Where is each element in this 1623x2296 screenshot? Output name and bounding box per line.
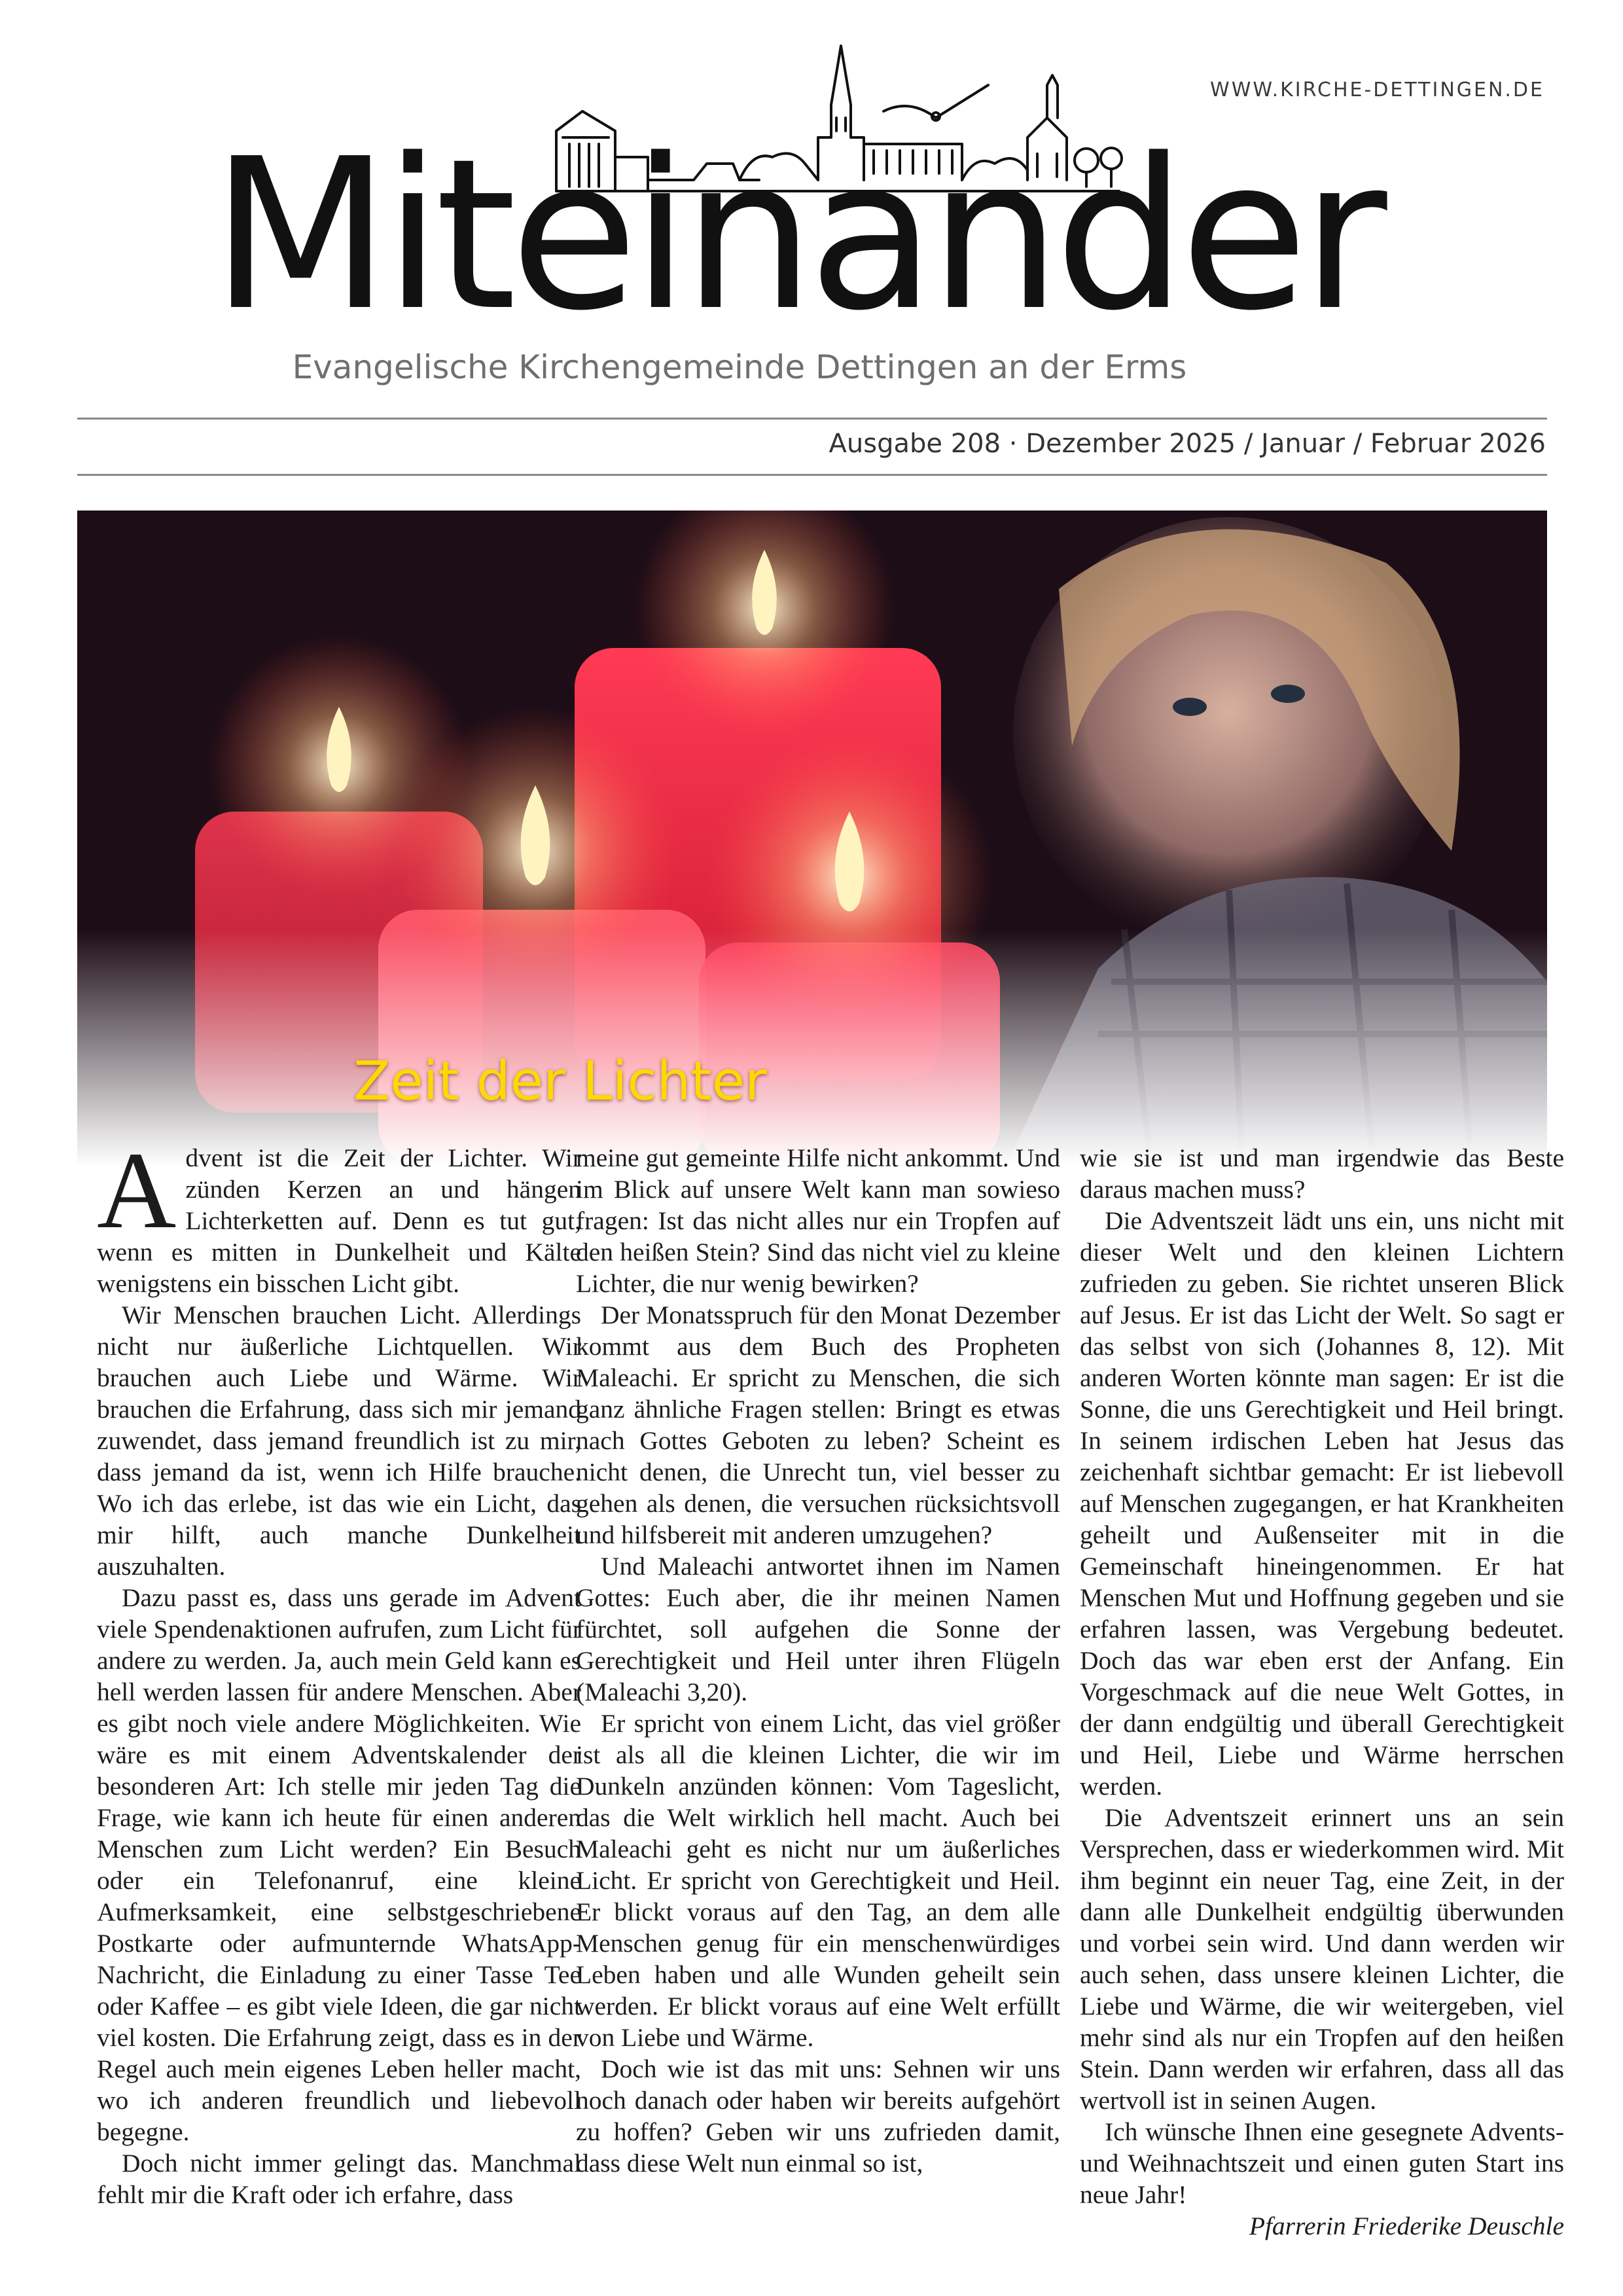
paragraph: Die Adventszeit erinnert uns an sein Versprechen, dass er wiederkommen wird. Mit ihm beginnt ein neuer Tag, eine Zeit, in der dann alle Dunkelheit endgültig überwunden und vorbei sein wird. Und dann werden wir auch sehen, dass unsere kleinen Lichter, die Liebe und Wärme, die wir weitergeben, viel mehr sind als nur ein Tropfen auf den heißen Stein. Dann werden wir erfahren, dass all das wertvoll ist in seinen Augen. <box>1080 1803 1564 2115</box>
paragraph: Die Adventszeit lädt uns ein, uns nicht mit dieser Welt und den kleinen Lichtern zufrieden zu geben. Sie richtet unseren Blick auf Jesus. Er ist das Licht der Welt. So sagt er das selbst von sich (Johannes 8, 12). Mit anderen Worten könnte man sagen: Er ist die Sonne, die uns Gerechtigkeit und Heil bringt. In seinem irdischen Leben hat Jesus das zeichenhaft sichtbar gemacht: Er ist liebevoll auf Menschen zugegangen, er hat Krankheiten geheilt und Außenseiter mit in die Gemeinschaft hineingenommen. Er hat Menschen Mut und Hoffnung gegeben und sie erfahren lassen, was Vergebung bedeutet. Doch das war eben erst der Anfang. Ein Vorgeschmack auf die neue Welt Gottes, in der dann endgültig und überall Gerechtigkeit und Heil, Liebe und Wärme herrschen werden. <box>1080 1206 1564 1801</box>
paragraph: Ich wünsche Ihnen eine gesegnete Advents- und Weihnachtszeit und einen guten Start ins neue Jahr! <box>1080 2117 1564 2209</box>
issue-info: Ausgabe 208 · Dezember 2025 / Januar / Februar 2026 <box>829 429 1546 459</box>
header-rule-bottom <box>77 474 1547 476</box>
paragraph-text: dvent ist die Zeit der Lichter. Wir zünden Kerzen an und hängen Lichterketten auf. Denn es tut gut, wenn es mitten in Dunkelheit und Kälte wenigstens ein bisschen Licht gibt. <box>97 1143 581 1298</box>
paragraph: Doch nicht immer gelingt das. Manchmal fehlt mir die Kraft oder ich erfahre, dass <box>97 2149 581 2209</box>
masthead-title: Miteinander <box>211 114 1381 356</box>
paragraph: wie sie ist und man irgendwie das Beste daraus machen muss? <box>1080 1143 1564 1204</box>
header-rule-top <box>77 418 1547 420</box>
paragraph: Er spricht von einem Licht, das viel größer ist als all die kleinen Lichter, die wir im Dunkeln anzünden können: Vom Tageslicht, das die Welt wirklich hell macht. Auch bei Maleachi geht es nicht nur um äußerliches Licht. Er spricht von Gerechtigkeit und Heil. Er blickt voraus auf den Tag, an dem alle Menschen genug für ein menschenwürdiges Leben haben und alle Wunden geheilt sein werden. Er blickt voraus auf eine Welt erfüllt von Liebe und Wärme. <box>576 1709 1060 2052</box>
article-column-2 <box>576 1142 1060 2242</box>
paragraph: Der Monatsspruch für den Monat Dezember kommt aus dem Buch des Propheten Maleachi. Er spricht zu Menschen, die sich ganz ähnliche Fragen stellen: Bringt es etwas nach Gottes Geboten zu leben? Scheint es nicht denen, die Unrecht tun, viel besser zu gehen als denen, die versuchen rücksichtsvoll und hilfsbereit mit anderen umzugehen? <box>576 1300 1060 1549</box>
paragraph: Wir Menschen brauchen Licht. Allerdings nicht nur äußerliche Lichtquellen. Wir brauchen auch Liebe und Wärme. Wir brauchen die Erfahrung, dass sich mir jemand zuwendet, dass jemand freundlich ist zu mir, dass jemand da ist, wenn ich Hilfe brauche. Wo ich das erlebe, ist das wie ein Licht, das mir hilft, auch manche Dunkelheit auszuhalten. <box>97 1300 581 1581</box>
article-column-1 <box>97 1130 581 2242</box>
paragraph <box>97 1130 581 1299</box>
signature: Pfarrerin Friederike Deuschle <box>1249 2212 1564 2240</box>
article-column-3 <box>1080 1142 1564 2242</box>
paragraph: Dazu passt es, dass uns gerade im Advent viele Spendenaktionen aufrufen, zum Licht für andere zu werden. Ja, auch mein Geld kann es hell werden lassen für andere Menschen. Aber es gibt noch viele andere Möglichkeiten. Wie wäre es mit einem Adventskalender der besonderen Art: Ich stelle mir jeden Tag die Frage, wie kann ich heute für einen anderen Menschen zum Licht werden? Ein Besuch oder ein Telefonanruf, eine kleine Aufmerksamkeit, eine selbstgeschriebene Postkarte oder aufmunternde WhatsApp-Nachricht, die Einladung zu einer Tasse Tee oder Kaffee – es gibt viele Ideen, die gar nicht viel kosten. Die Erfahrung zeigt, dass es in der Regel auch mein eigenes Leben heller macht, wo ich anderen freundlich und liebevoll begegne. <box>97 1583 581 2146</box>
site-url[interactable]: WWW.KIRCHE-DETTINGEN.DE <box>1210 79 1544 101</box>
masthead-subtitle: Evangelische Kirchengemeinde Dettingen an der Erms <box>292 348 1187 386</box>
article-title: Zeit der Lichter <box>353 1050 767 1113</box>
paragraph: Und Maleachi antwortet ihnen im Namen Gottes: Euch aber, die ihr meinen Namen fürchtet, soll aufgehen die Sonne der Gerechtigkeit und Heil unter ihren Flügeln (Maleachi 3,20). <box>576 1552 1060 1706</box>
drop-cap: A <box>97 1130 177 1251</box>
paragraph: meine gut gemeinte Hilfe nicht ankommt. Und im Blick auf unsere Welt kann man sowieso fragen: Ist das nicht alles nur ein Tropfen auf den heißen Stein? Sind das nicht viel zu kleine Lichter, die nur wenig bewirken? <box>576 1143 1060 1298</box>
paragraph: Doch wie ist das mit uns: Sehnen wir uns noch danach oder haben wir bereits aufgehört zu hoffen? Geben wir uns zufrieden damit, dass diese Welt nun einmal so ist, <box>576 2054 1060 2178</box>
